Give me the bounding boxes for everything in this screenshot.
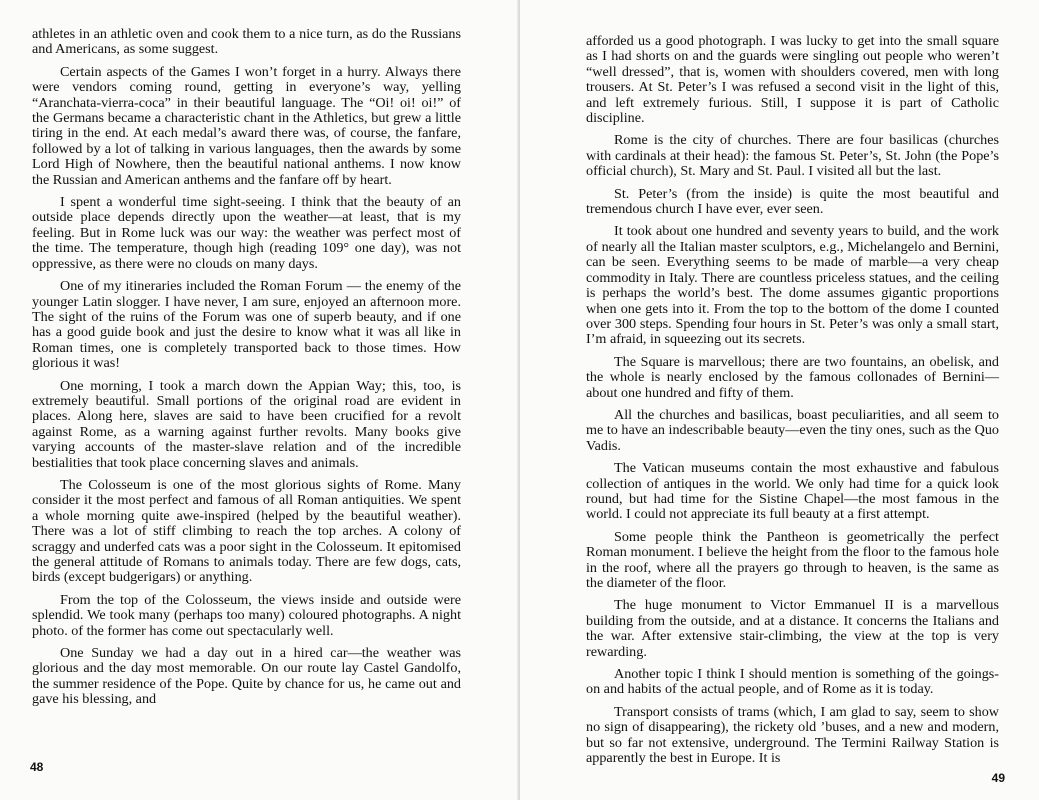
paragraph: The Colosseum is one of the most glorious sights of Rome. Many consider it the most perfect and famous of all Roman antiquities. We spent a whole morning quite awe-inspired (helped by the beautiful weather). There was a lot of stiff climbing to reach the top arches. A colony of scraggy and underfed cats was a poor sight in the Colosseum. It epitomised the general attitude of Romans to animals today. There are few dogs, cats, birds (except budgerigars) or anything. <box>32 476 461 586</box>
paragraph: Rome is the city of churches. There are four basilicas (churches with cardinals at their head): the famous St. Peter’s, St. John (the Pope’s official church), St. Mary and St. Paul. I visited all but the last. <box>586 132 999 180</box>
paragraph: St. Peter’s (from the inside) is quite the most beautiful and tremendous church I have ever, ever seen. <box>586 185 999 218</box>
paragraph: One Sunday we had a day out in a hired car—the weather was glorious and the day most memorable. On our route lay Castel Gandolfo, the summer residence of the Pope. Quite by chance for us, he came out and gave his blessing, and <box>32 645 461 708</box>
paragraph: Certain aspects of the Games I won’t forget in a hurry. Always there were vendors coming round, getting in everyone’s way, yelling “Aranchata-vierra-coca” in their beautiful language. The “Oi! oi! oi!” of the Germans became a characteristic chant in the Athletics, but grew a little tiring in the end. At each medal’s award there was, of course, the fanfare, followed by a lot of talking in various languages, then the awards by some Lord High of Nowhere, then the beautiful national anthems. I now know the Russian and American anthems and the fanfare off by heart. <box>32 63 461 188</box>
paragraph: Some people think the Pantheon is geometrically the perfect Roman monument. I believe the height from the floor to the famous hole in the roof, where all the prayers go through to heaven, is the same as the diameter of the floor. <box>586 528 999 591</box>
paragraph: All the churches and basilicas, boast peculiarities, and all seem to me to have an indescribable beauty—even the tiny ones, such as the Quo Vadis. <box>586 406 999 454</box>
paragraph: afforded us a good photograph. I was lucky to get into the small square as I had shorts on and the guards were singling out people who weren’t “well dressed”, that is, women with shoulders covered, men with long trousers. At St. Peter’s I was refused a second visit in the light of this, and left extremely furious. Still, I suppose it is part of Catholic discipline. <box>586 33 999 127</box>
paragraph: The Square is marvellous; there are two fountains, an obelisk, and the whole is nearly enclosed by the famous collonades of Bernini—about one hundred and fifty of them. <box>586 353 999 401</box>
paragraph: The huge monument to Victor Emmanuel II is a marvellous building from the outside, and at a distance. It concerns the Italians and the war. After extensive stair-climbing, the view at the top is very rewarding. <box>586 597 999 660</box>
paragraph: athletes in an athletic oven and cook them to a nice turn, as do the Russians and Americans, as some suggest. <box>32 26 461 58</box>
right-page <box>520 0 1039 800</box>
paragraph: One morning, I took a march down the Appian Way; this, too, is extremely beautiful. Small portions of the original road are evident in places. Along here, slaves are said to have been crucified for a revolt against Rome, as a warning against further revolts. Many books give varying accounts of the master-slave relation and of the incredible bestialities that took place concerning slaves and animals. <box>32 377 461 471</box>
paragraph: It took about one hundred and seventy years to build, and the work of nearly all the Italian master sculptors, e.g., Michelangelo and Bernini, can be seen. Everything seems to be made of marble—a very cheap commodity in Italy. There are countless priceless statues, and the ceiling is perhaps the world’s best. The dome assumes gigantic proportions when one gets into it. From the top to the bottom of the dome I counted over 300 steps. Spending four hours in St. Peter’s was only a small start, I’m afraid, in squeezing out its secrets. <box>586 223 999 348</box>
paragraph: One of my itineraries included the Roman Forum — the enemy of the younger Latin slogger. I have never, I am sure, enjoyed an afternoon more. The sight of the ruins of the Forum was one of superb beauty, and if one has a good guide book and just the desire to know what it was all like in Roman times, one is completely transported back to those times. How glorious it was! <box>32 278 461 372</box>
paragraph: Another topic I think I should mention is something of the goings-on and habits of the actual people, and of Rome as it is today. <box>586 666 999 698</box>
paragraph: The Vatican museums contain the most exhaustive and fabulous collection of antiques in the world. We only had time for a quick look round, but had time for the Sistine Chapel—the most famous in the world. I could not appreciate its full beauty at a first attempt. <box>586 460 999 523</box>
paragraph: Transport consists of trams (which, I am glad to say, seem to show no sign of disappearing), the rickety old ’buses, and a new and modern, but so far not extensive, underground. The Termini Railway Station is apparently the best in Europe. It is <box>586 703 999 767</box>
left-page <box>0 0 519 800</box>
page-number: 48 <box>30 760 44 774</box>
paragraph: From the top of the Colosseum, the views inside and outside were splendid. We took many (perhaps too many) coloured photographs. A night photo. of the former has come out spectacularly well. <box>32 591 461 639</box>
paragraph: I spent a wonderful time sight-seeing. I think that the beauty of an outside place depends directly upon the weather—at least, that is my feeling. But in Rome luck was our way: the weather was perfect most of the time. The temperature, though high (reading 109° one day), was not oppressive, as there were no clouds on many days. <box>32 194 461 272</box>
page-number: 49 <box>991 771 1005 785</box>
